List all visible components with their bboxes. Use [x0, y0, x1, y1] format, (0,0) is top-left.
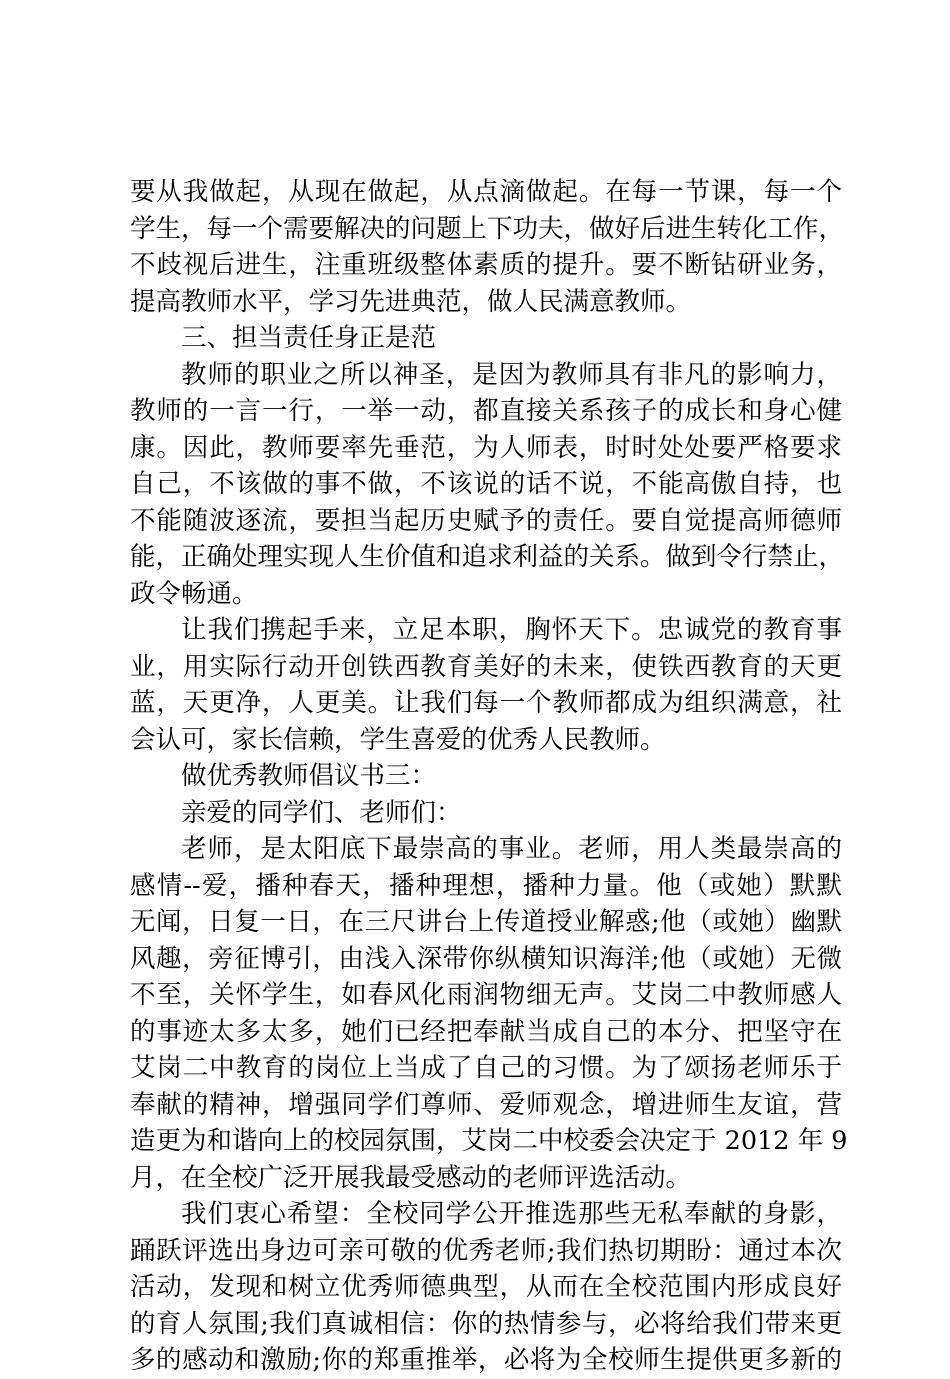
text-line: 踊跃评选出身边可亲可敬的优秀老师;我们热切期盼：通过本次 — [130, 1235, 842, 1266]
text-line: 三、担当责任身正是范 — [181, 323, 437, 353]
text-line: 的事迹太多太多，她们已经把奉献当成自己的本分、把坚守在 — [130, 1016, 842, 1047]
text-line: 让我们携起手来，立足本职，胸怀天下。忠诚党的教育事 — [181, 615, 842, 645]
text-line: 自己，不该做的事不做，不该说的话不说，不能高傲自持，也 — [130, 469, 842, 499]
text-line: 会认可，家长信赖，学生喜爱的优秀人民教师。 — [130, 724, 666, 755]
text-line: 造更为和谐向上的校园氛围，艾岗二中校委会决定于 2012 年 9 — [130, 1126, 848, 1156]
text-line: 教师的一言一行，一举一动，都直接关系孩子的成长和身心健 — [130, 396, 842, 426]
text-line: 蓝，天更净，人更美。让我们每一个教师都成为组织满意，社 — [130, 688, 842, 718]
text-line: 不能随波逐流，要担当起历史赋予的责任。要自觉提高师德师 — [130, 505, 842, 536]
text-line: 提高教师水平，学习先进典范，做人民满意教师。 — [130, 286, 692, 317]
text-line: 的育人氛围;我们真诚相信：你的热情参与，必将给我们带来更 — [130, 1308, 842, 1339]
text-line: 奉献的精神，增强同学们尊师、爱师观念，增进师生友谊，营 — [130, 1089, 842, 1120]
text-line: 做优秀教师倡议书三： — [181, 761, 437, 791]
text-line: 不至，关怀学生，如春风化雨润物细无声。艾岗二中教师感人 — [130, 980, 842, 1010]
text-line: 无闻，日复一日，在三尺讲台上传道授业解惑;他（或她）幽默 — [130, 907, 842, 937]
text-line: 艾岗二中教育的岗位上当成了自己的习惯。为了颂扬老师乐于 — [130, 1053, 842, 1083]
text-line: 能，正确处理实现人生价值和追求利益的关系。做到令行禁止， — [130, 542, 845, 572]
text-line: 老师，是太阳底下最崇高的事业。老师，用人类最崇高的 — [181, 834, 842, 864]
document-body — [130, 174, 848, 1379]
text-line: 多的感动和激励;你的郑重推举，必将为全校师生提供更多新的 — [130, 1345, 842, 1375]
text-line: 不歧视后进生，注重班级整体素质的提升。要不断钻研业务， — [130, 250, 842, 280]
text-line: 感情--爱，播种春天，播种理想，播种力量。他（或她）默默 — [130, 870, 842, 901]
text-line: 亲爱的同学们、老师们： — [181, 797, 462, 828]
text-line: 政令畅通。 — [130, 578, 258, 609]
text-line: 康。因此，教师要率先垂范，为人师表，时时处处要严格要求 — [130, 432, 842, 463]
text-line: 业，用实际行动开创铁西教育美好的未来，使铁西教育的天更 — [130, 651, 842, 682]
text-line: 月，在全校广泛开展我最受感动的老师评选活动。 — [130, 1162, 692, 1193]
text-line: 教师的职业之所以神圣，是因为教师具有非凡的影响力， — [181, 359, 842, 390]
text-line: 学生，每一个需要解决的问题上下功夫，做好后进生转化工作， — [130, 213, 845, 244]
text-line: 活动，发现和树立优秀师德典型，从而在全校范围内形成良好 — [130, 1272, 842, 1302]
text-line: 风趣，旁征博引，由浅入深带你纵横知识海洋;他（或她）无微 — [130, 943, 842, 974]
text-line: 我们衷心希望：全校同学公开推选那些无私奉献的身影， — [181, 1199, 842, 1229]
text-line: 要从我做起，从现在做起，从点滴做起。在每一节课，每一个 — [130, 177, 842, 207]
